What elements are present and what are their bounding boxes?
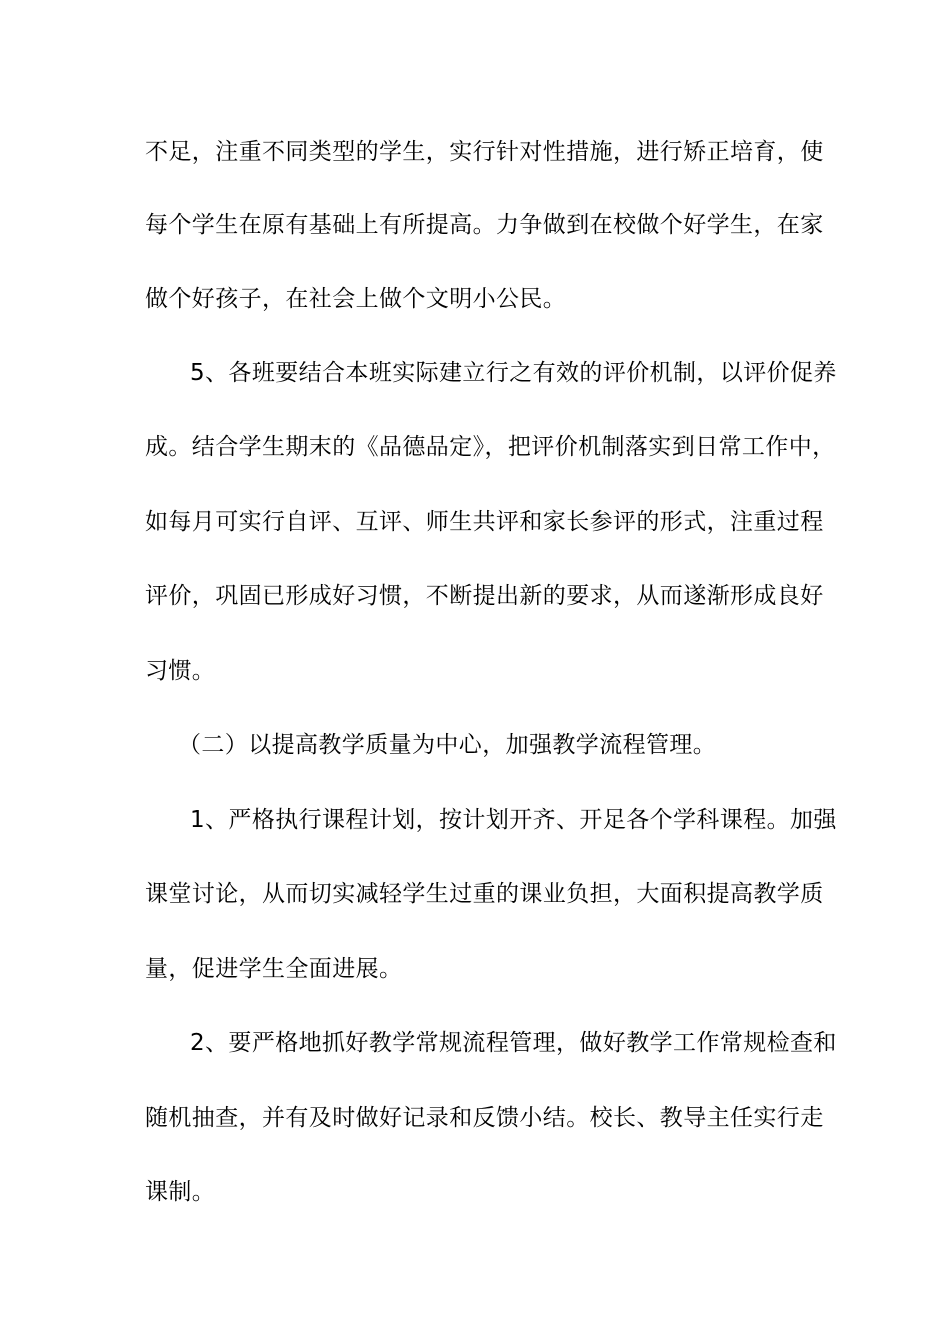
paragraph-2-start: 2、要严格地抓好教学常规流程管理，做好教学工作常规检查和	[190, 1030, 837, 1056]
text-line: 课堂讨论，从而切实减轻学生过重的课业负担，大面积提高教学质	[145, 881, 824, 907]
text-line: 课制。	[145, 1179, 216, 1205]
text-line: 评价，巩固已形成好习惯，不断提出新的要求，从而遂渐形成良好	[145, 583, 824, 609]
text-line: 成。结合学生期末的《品德品定》，把评价机制落实到日常工作中，	[145, 434, 836, 460]
text-line: 如每月可实行自评、互评、师生共评和家长参评的形式，注重过程	[145, 509, 824, 535]
text-line: 随机抽查，并有及时做好记录和反馈小结。校长、教导主任实行走	[145, 1105, 824, 1131]
paragraph-5-start: 5、各班要结合本班实际建立行之有效的评价机制，以评价促养	[190, 360, 837, 386]
text-line: 不足，注重不同类型的学生，实行针对性措施，进行矫正培育，使	[145, 139, 824, 165]
text-line: 做个好孩子，在社会上做个文明小公民。	[145, 286, 567, 312]
text-line: 每个学生在原有基础上有所提高。力争做到在校做个好学生，在家	[145, 212, 824, 238]
text-line: 量，促进学生全面进展。	[145, 956, 403, 982]
text-line: 习惯。	[145, 658, 216, 684]
paragraph-1-start: 1、严格执行课程计划，按计划开齐、开足各个学科课程。加强	[190, 807, 837, 833]
section-heading: （二）以提高教学质量为中心，加强教学流程管理。	[178, 732, 717, 758]
